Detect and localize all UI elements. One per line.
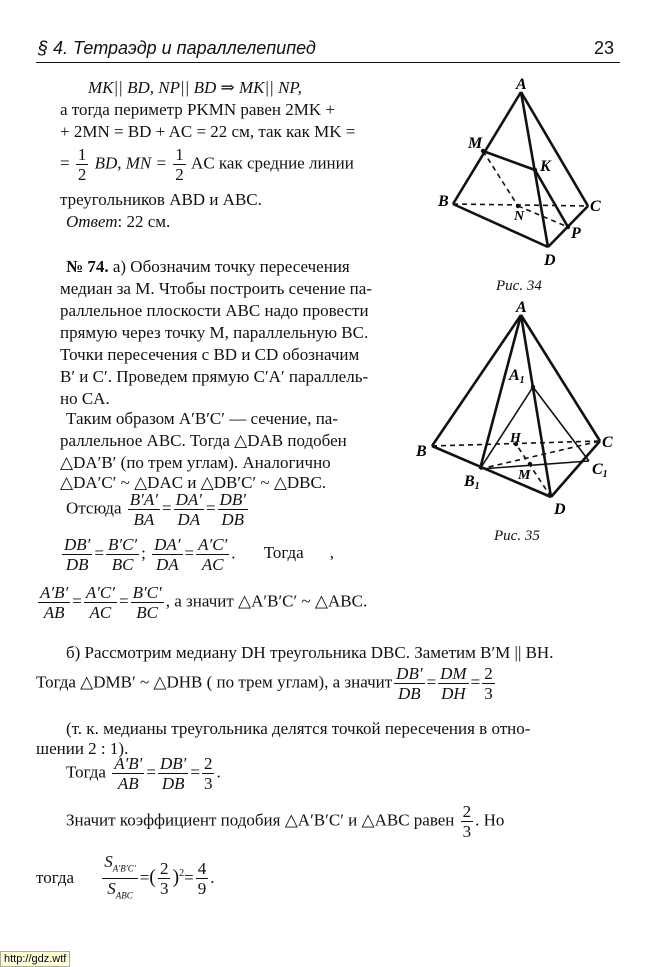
svg-text:A: A: [516, 76, 527, 93]
problem-line-5: B′ и C′. Проведем прямую C′A′ параллель-: [60, 367, 369, 386]
problem-line-10: △DA′C′ ~ △DAC и △DB′C′ ~ △DBC.: [60, 473, 327, 492]
top-line-4: = $\frac{1}{2}$ BD, MN = $\frac{1}{2}$ AC как средние линии: [60, 145, 354, 184]
svg-text:B1: B1: [464, 473, 480, 492]
svg-text:M: M: [468, 135, 483, 152]
svg-text:M: M: [518, 468, 531, 483]
svg-text:B: B: [438, 193, 449, 210]
svg-text:C: C: [602, 434, 613, 451]
partb-line-3: (т. к. медианы треугольника делятся точкой пересечения в отно-: [66, 719, 531, 738]
top-line-2: а тогда периметр PKMN равен 2MK +: [60, 100, 335, 119]
svg-text:D: D: [554, 501, 566, 518]
problem-line-1: медиан за M. Чтобы построить сечение па-: [60, 279, 372, 298]
problem-line-0: № 74. а) Обозначим точку пересечения: [66, 257, 350, 276]
svg-text:K: K: [540, 158, 551, 175]
partb-line-5: Тогда $\frac{A'B'}{AB}$ = $\frac{DB'}{DB}$ = $\frac{2}{3}$ .: [66, 754, 221, 793]
caption-fig-35: Рис. 35: [494, 528, 540, 544]
caption-fig-34: Рис. 34: [496, 278, 542, 294]
page-number: 23: [594, 38, 615, 58]
top-line-5: треугольников ABD и ABC.: [60, 190, 262, 209]
problem-line-7: Таким образом A′B′C′ — сечение, па-: [66, 409, 338, 428]
partb-line-7: тогда $\frac{S_{A'B'C'}}{S_{ABC}}$ =( $\frac{2}{3}$ )$^2$= $\frac{4}{9}$ .: [36, 852, 215, 901]
header-rule: [36, 62, 620, 63]
partb-line-6: Значит коэффициент подобия △A′B′C′ и △ABC равен $\frac{2}{3}$ . Но: [66, 802, 505, 841]
svg-text:D: D: [544, 252, 556, 269]
problem-line-9: △DA′B′ (по трем углам). Аналогично: [60, 453, 331, 472]
partb-line-2: Тогда △DMB′ ~ △DHB ( по трем углам), а значит $\frac{DB'}{DB}$ = $\frac{DM}{DH}$ = $\frac{2}{3}$: [36, 664, 493, 703]
partb-line-1: б) Рассмотрим медиану DH треугольника DBC. Заметим B′M || BH.: [66, 643, 554, 662]
answer: Ответ: 22 см.: [66, 212, 171, 231]
ratios-line-3: $\frac{A'B'}{AB}$ = $\frac{A'C'}{AC}$ = $\frac{B'C'}{BC}$ , а значит △A′B′C′ ~ △ABC.: [40, 583, 368, 622]
svg-text:H: H: [510, 431, 521, 446]
problem-line-3: прямую через точку M, параллельную BC.: [60, 323, 369, 342]
svg-text:A1: A1: [509, 367, 525, 386]
section-title: § 4. Тетраэдр и параллелепипед: [38, 38, 316, 58]
svg-text:C: C: [590, 198, 601, 215]
partb-line-4: шении 2 : 1).: [36, 739, 129, 758]
problem-line-8: раллельное ABC. Тогда △DAB подобен: [60, 431, 347, 450]
svg-text:B: B: [416, 443, 427, 460]
svg-text:C1: C1: [592, 461, 608, 480]
figure-34: [430, 75, 610, 275]
figure-35: [410, 300, 620, 520]
top-line-3: + 2MN = BD + AC = 22 см, так как MK =: [60, 122, 356, 141]
problem-line-2: раллельное плоскости ABC надо провести: [60, 301, 369, 320]
ratios-line-1: Отсюда $\frac{B'A'}{BA}$ = $\frac{DA'}{DA}$ = $\frac{DB'}{DB}$: [66, 490, 246, 529]
svg-text:P: P: [571, 225, 581, 242]
svg-text:A: A: [516, 300, 527, 316]
watermark-link[interactable]: http://gdz.wtf: [0, 951, 70, 967]
ratios-line-2: $\frac{DB'}{DB}$ = $\frac{B'C'}{BC}$ ; $\frac{DA'}{DA}$ = $\frac{A'C'}{AC}$ . Тогда ,: [64, 535, 334, 574]
problem-line-6: но CA.: [60, 389, 110, 408]
svg-text:N: N: [514, 209, 525, 224]
top-line-1: MK|| BD, NP|| BD ⇒ MK|| NP,: [88, 78, 302, 97]
problem-line-4: Точки пересечения с BD и CD обозначим: [60, 345, 360, 364]
